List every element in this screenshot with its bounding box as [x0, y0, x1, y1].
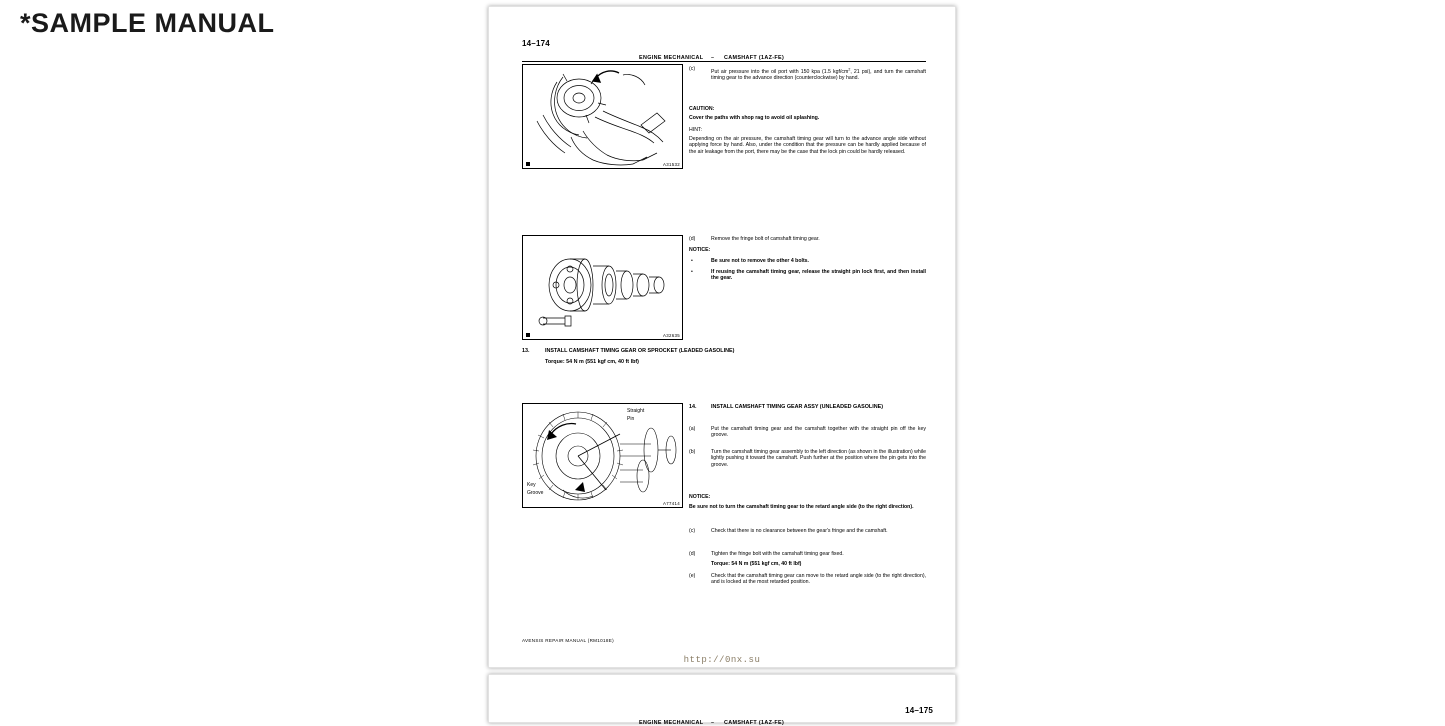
figure-label-groove: Groove [527, 490, 544, 496]
header-right: CAMSHAFT (1AZ-FE) [724, 55, 785, 61]
figure-install-timing-gear-assy [522, 403, 683, 508]
notice-2-label: NOTICE: [689, 494, 711, 500]
step-c-letter: (c) [689, 66, 696, 72]
step-b-text: Turn the camshaft timing gear assembly to the left direction (as shown in the illustration) while lightly pushing it toward the camshaft. Push further at the position where the pin gets into the groove. [711, 449, 926, 468]
notice-2-text: Be sure not to turn the camshaft timing gear to the retard angle side (to the right direction). [689, 504, 914, 510]
caution-text: Cover the paths with shop rag to avoid oil splashing. [689, 115, 820, 121]
step-d-letter: (d) [689, 236, 696, 242]
step-13-number: 13. [522, 348, 530, 354]
page-number: 14–175 [905, 706, 933, 715]
figure-remove-fringe-bolt [522, 235, 683, 340]
notice-1-label: NOTICE: [689, 247, 711, 253]
step-e-letter: (e) [689, 573, 696, 579]
figure-label-pin: Pin [627, 416, 635, 422]
header-right: CAMSHAFT (1AZ-FE) [724, 720, 785, 726]
step-13-title: INSTALL CAMSHAFT TIMING GEAR OR SPROCKET (LEADED GASOLINE) [545, 348, 735, 354]
page-footer: AVENSIS REPAIR MANUAL (RM1018E) [522, 638, 614, 643]
step-c2-letter: (c) [689, 528, 696, 534]
header-left: ENGINE MECHANICAL [639, 55, 704, 61]
step-d-text: Remove the fringe bolt of camshaft timing gear. [711, 236, 820, 242]
figure-label-straight: Straight [627, 408, 645, 414]
manual-page-14-174 [488, 6, 956, 668]
step-c2-text: Check that there is no clearance between the gear's fringe and the camshaft. [711, 528, 888, 534]
step-14-number: 14. [689, 404, 697, 410]
header-left: ENGINE MECHANICAL [639, 720, 704, 726]
header-rule [522, 61, 926, 62]
step-d2-text: Tighten the fringe bolt with the camshaft timing gear fixed. [711, 551, 844, 557]
hint-text: Depending on the air pressure, the camshaft timing gear will turn to the advance angle side without applying force by hand. Also, under the condition that the pressure can be hardly applied because of the air leakage from the port, there may be the case that the lock pin could be hardly released. [689, 136, 926, 155]
figure-code: A31532 [663, 162, 680, 167]
hint-label: HINT: [689, 127, 702, 133]
step-13-torque: Torque: 54 N m (551 kgf cm, 40 ft lbf) [545, 359, 639, 365]
step-c-text-value: Put air pressure into the oil port with 150 kpa (1.5 kgf/$cm^2$, 21 psi), and turn the camshaft timing gear to the advance direction (counterclockwise) by hand. [711, 67, 926, 82]
figure-code: A77414 [663, 501, 680, 506]
notice-1-bullet-1: Be sure not to remove the other 4 bolts. [711, 258, 810, 264]
figure-air-pressure-oil-port [522, 64, 683, 169]
figure-marker [526, 333, 530, 337]
step-a-text: Put the camshaft timing gear and the camshaft together with the straight pin off the key groove. [711, 426, 926, 439]
step-e-text: Check that the camshaft timing gear can move to the retard angle side (to the right direction), and is locked at the most retarded position. [711, 573, 926, 586]
figure-label-key: Key [527, 482, 536, 488]
page-number: 14–174 [522, 39, 550, 48]
figure-code: A32635 [663, 333, 680, 338]
header-dash: – [711, 720, 715, 726]
notice-1-bullet-dot-2: • [691, 269, 693, 275]
step-a-letter: (a) [689, 426, 696, 432]
manual-page-14-175 [488, 674, 956, 726]
url-overlay: http://0nx.su [683, 655, 761, 665]
notice-1-bullet-2: If reusing the camshaft timing gear, release the straight pin lock first, and then install the gear. [711, 269, 926, 282]
header-dash: – [711, 55, 715, 61]
step-b-letter: (b) [689, 449, 696, 455]
sample-manual-watermark: *SAMPLE MANUAL [20, 8, 275, 38]
notice-1-bullet-dot-1: • [691, 258, 693, 264]
step-d2-letter: (d) [689, 551, 696, 557]
step-d2-torque: Torque: 54 N m (551 kgf cm, 40 ft lbf) [711, 561, 802, 567]
step-14-title: INSTALL CAMSHAFT TIMING GEAR ASSY (UNLEADED GASOLINE) [711, 404, 884, 410]
step-c-text [711, 66, 926, 82]
figure-marker [526, 162, 530, 166]
caution-label: CAUTION: [689, 106, 715, 112]
